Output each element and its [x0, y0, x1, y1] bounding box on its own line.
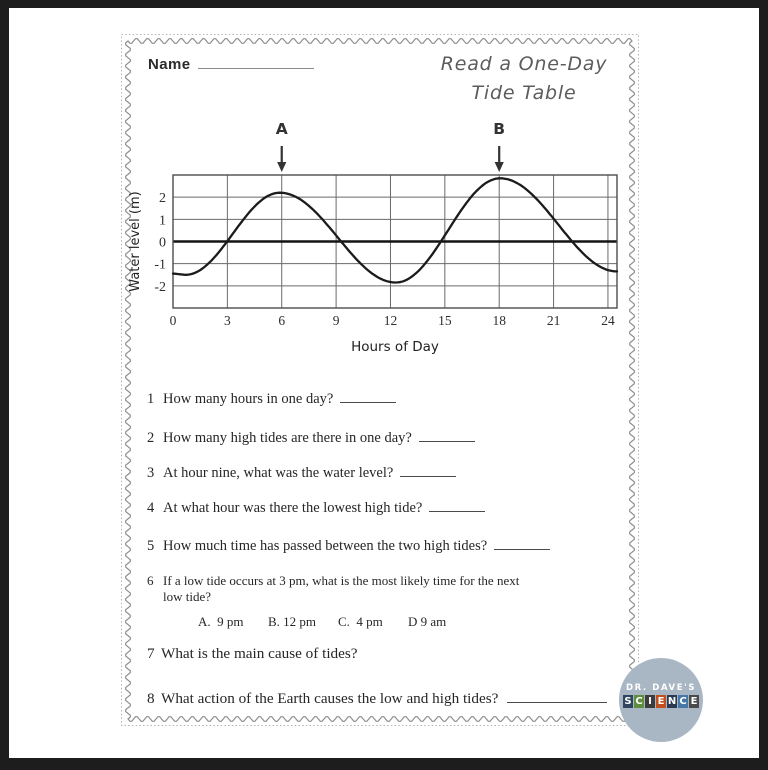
option-item: A. 9 pm: [198, 613, 244, 629]
question-text: How much time has passed between the two high tides?: [163, 538, 488, 554]
answer-blank-line: [494, 538, 550, 550]
x-axis-label: Hours of Day: [351, 339, 439, 355]
tide-curve: [173, 178, 617, 282]
dr-daves-science-logo: [619, 658, 703, 742]
x-tick-label: 24: [601, 313, 615, 328]
question-text: If a low tide occurs at 3 pm, what is the most likely time for the next: [163, 573, 520, 588]
name-blank-line: [198, 55, 314, 69]
x-tick-label: 18: [492, 313, 506, 328]
annotation-label: B: [493, 120, 506, 138]
logo-science-word: [619, 695, 703, 708]
question-item: [147, 538, 550, 555]
worksheet-page: [120, 33, 640, 727]
question-text: What action of the Earth causes the low and high tides?: [161, 690, 499, 707]
x-tick-label: 21: [546, 313, 561, 328]
x-tick-label: 9: [332, 313, 340, 328]
question-body: [163, 500, 485, 517]
science-letter-tile: E: [657, 696, 665, 707]
question-body: [161, 690, 607, 708]
y-tick-label: 1: [159, 213, 166, 229]
science-letter-tile: I: [645, 695, 655, 708]
question-text: How many hours in one day?: [163, 391, 334, 407]
question-text: How many high tides are there in one day?: [163, 430, 412, 446]
question-item: [147, 465, 456, 482]
question-number: 7: [147, 645, 155, 662]
name-label: Name: [148, 56, 191, 73]
option-item: D 9 am: [408, 613, 447, 629]
down-arrow-head-icon: [495, 162, 504, 172]
x-tick-label: 0: [169, 313, 177, 328]
answer-blank-line: [419, 430, 475, 442]
question-item: [147, 500, 485, 517]
science-letter-tile: S: [624, 696, 632, 707]
option-item: C. 4 pm: [338, 613, 383, 629]
answer-options: [198, 614, 519, 630]
logo-title: DR. DAVE'S: [625, 683, 697, 693]
question-text: At what hour was there the lowest high tide?: [163, 500, 423, 516]
answer-blank-line: [507, 691, 607, 703]
question-body: [163, 538, 550, 555]
science-letter-tile: E: [690, 696, 698, 707]
name-row: [148, 55, 314, 73]
science-letter-tile: C: [635, 696, 643, 707]
question-number: 8: [147, 690, 155, 707]
science-letter-tile: C: [679, 696, 687, 707]
x-tick-label: 3: [223, 313, 231, 328]
science-letter-tile: N: [667, 696, 677, 707]
question-number: 3: [147, 465, 155, 481]
question-item: [147, 430, 475, 447]
question-item: [147, 391, 396, 408]
y-tick-label: 0: [159, 235, 166, 251]
page-title: [408, 50, 640, 107]
question-number: 2: [147, 430, 155, 446]
question-body: [163, 573, 519, 630]
question-body: [163, 391, 396, 408]
y-axis-label: Water level (m): [128, 191, 143, 292]
page-title-line2: Tide Table: [471, 81, 577, 104]
question-number: 5: [147, 538, 155, 554]
annotation-label: A: [275, 120, 288, 138]
annotation-a: [276, 120, 288, 172]
tide-chart: [125, 115, 627, 365]
y-tick-label: -1: [154, 257, 166, 273]
answer-blank-line: [340, 391, 396, 403]
question-item: [147, 690, 607, 708]
option-item: B. 12 pm: [268, 613, 317, 629]
page-title-line1: Read a One-Day: [440, 53, 608, 75]
question-body: [163, 465, 456, 482]
y-tick-label: 2: [159, 191, 166, 207]
y-tick-label: -2: [154, 279, 166, 295]
question-text: At hour nine, what was the water level?: [163, 465, 394, 481]
question-item: [147, 573, 519, 630]
answer-blank-line: [400, 465, 456, 477]
question-body: [161, 645, 358, 663]
x-tick-label: 12: [383, 313, 398, 328]
x-tick-label: 15: [438, 313, 452, 328]
question-number: 4: [147, 500, 155, 516]
down-arrow-head-icon: [277, 162, 286, 172]
question-item: [147, 645, 358, 663]
question-text: low tide?: [163, 589, 212, 605]
question-text: What is the main cause of tides?: [161, 645, 358, 662]
question-number: 6: [147, 573, 154, 588]
x-tick-label: 6: [278, 313, 286, 328]
question-number: 1: [147, 391, 155, 407]
answer-blank-line: [429, 500, 485, 512]
question-body: [163, 430, 475, 447]
annotation-b: [493, 120, 505, 172]
tide-chart-svg: [125, 115, 627, 365]
